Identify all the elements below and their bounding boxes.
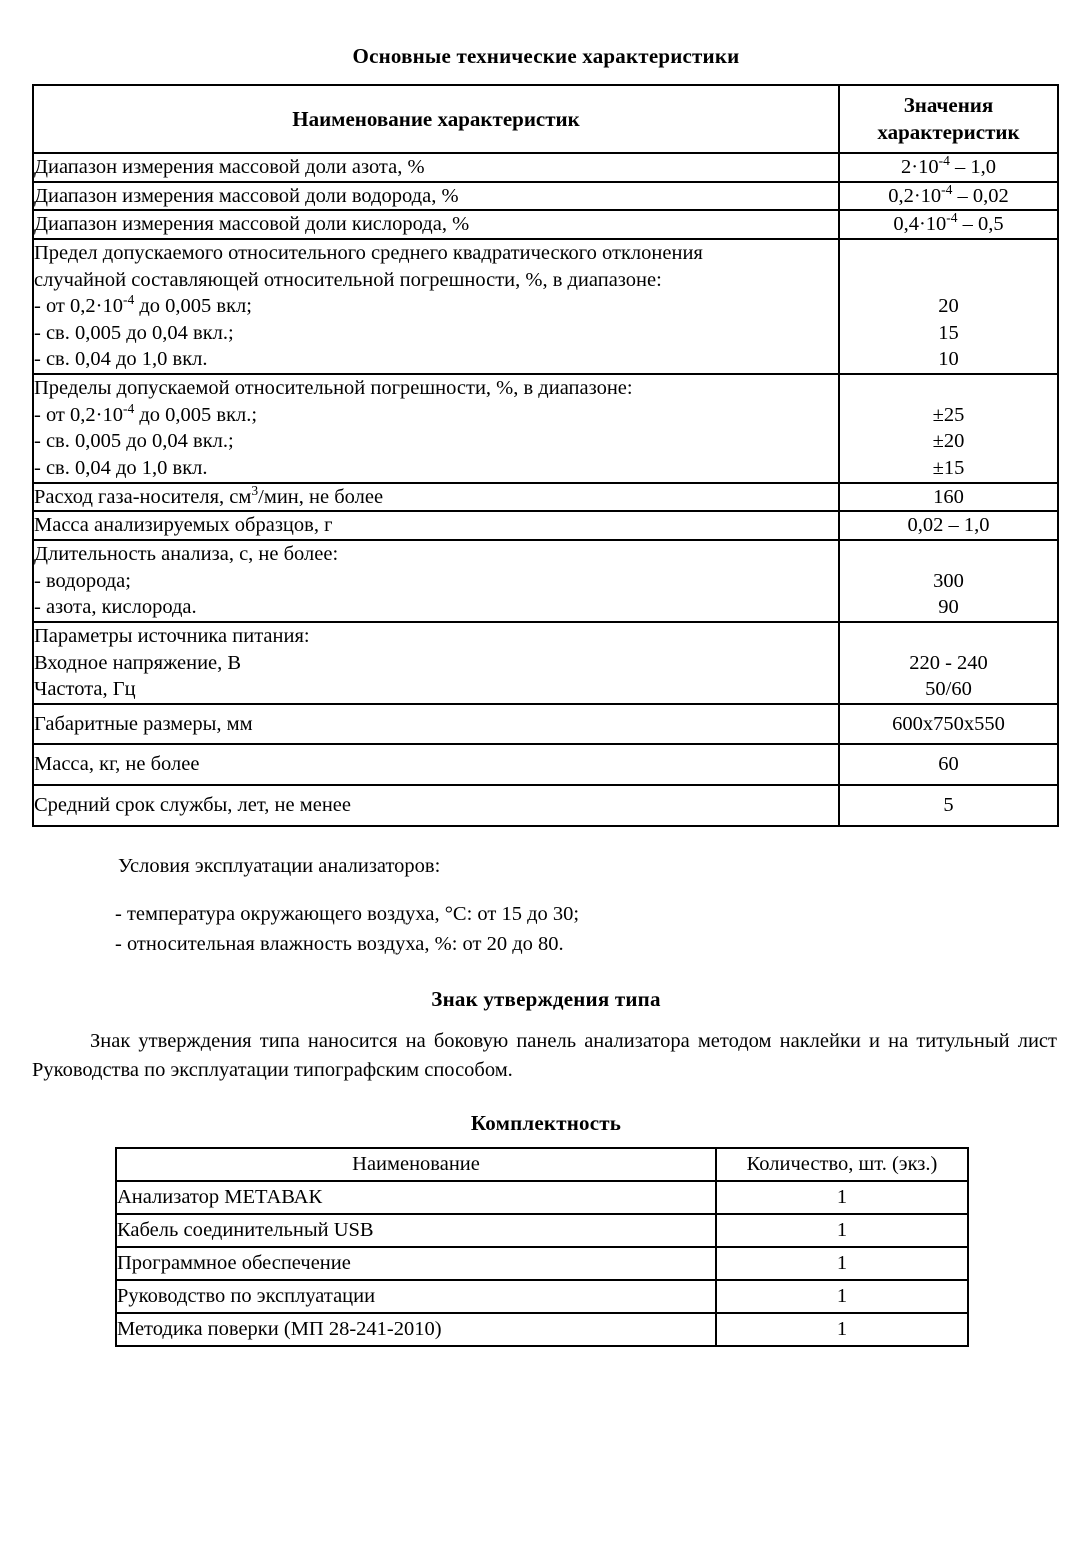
table-row <box>116 1181 968 1214</box>
kit-row-qty: 1 <box>716 1247 968 1280</box>
spec-row-value: $0,2\cdot 10^{-4} - 0,02$ <box>839 182 1058 211</box>
spec-row-value-line: ±15 <box>932 457 965 480</box>
spec-row-value: 600x750x550 <box>839 704 1058 745</box>
kit-row-name: Анализатор МЕТАВАК <box>116 1181 716 1214</box>
list-item: - относительная влажность воздуха, %: от 20 до 80. <box>115 933 564 956</box>
spec-table-body <box>33 85 1058 826</box>
spec-row-value-line: 50/60 <box>925 678 972 701</box>
conditions-list <box>115 900 1092 959</box>
table-row <box>33 540 1058 622</box>
spec-row-name <box>33 540 839 622</box>
table-row <box>33 785 1058 826</box>
table-row <box>116 1313 968 1346</box>
spec-row-name-line: - св. 0,04 до 1,0 вкл. <box>34 457 208 480</box>
kit-section-title: Комплектность <box>470 1111 622 1135</box>
spec-row-name: Диапазон измерения массовой доли водорода, % <box>33 182 839 211</box>
kit-row-name: Кабель соединительный USB <box>116 1214 716 1247</box>
list-item: - температура окружающего воздуха, °C: от 15 до 30; <box>115 902 580 925</box>
spec-row-name: Масса анализируемых образцов, г <box>33 511 839 540</box>
spec-row-value: $2\cdot 10^{-4} - 1,0$ <box>839 153 1058 182</box>
spec-row-name-line: - водорода; <box>34 569 131 592</box>
spec-row-name: Расход газа-носителя, $см^3$/мин, не более <box>33 483 839 512</box>
spec-row-value <box>839 374 1058 483</box>
table-row <box>33 511 1058 540</box>
kit-table-container <box>115 1147 967 1347</box>
spec-row-name <box>33 622 839 704</box>
kit-table <box>115 1147 969 1347</box>
kit-table-body <box>116 1148 968 1346</box>
table-row <box>116 1247 968 1280</box>
spec-row-value: 5 <box>839 785 1058 826</box>
kit-row-qty: 1 <box>716 1214 968 1247</box>
spec-row-value: 160 <box>839 483 1058 512</box>
kit-row-qty: 1 <box>716 1313 968 1346</box>
operating-conditions <box>0 852 1092 961</box>
kit-row-name: Методика поверки (МП 28-241-2010) <box>116 1313 716 1346</box>
spec-section-title: Основные технические характеристики <box>352 44 740 68</box>
kit-header-qty: Количество, шт. (экз.) <box>716 1148 968 1181</box>
spec-row-name: Диапазон измерения массовой доли азота, % <box>33 153 839 182</box>
spec-row-name: Диапазон измерения массовой доли кислорода, % <box>33 210 839 239</box>
spec-table-header-row <box>33 85 1058 153</box>
spec-row-name <box>33 374 839 483</box>
spec-row-name-line: Предел допускаемого относительного среднего квадратического отклонения <box>34 241 703 264</box>
spec-row-value-line: 300 <box>933 569 964 592</box>
kit-row-name: Руководство по эксплуатации <box>116 1280 716 1313</box>
spec-row-value-line: ±25 <box>932 403 965 426</box>
spec-row-value: 60 <box>839 744 1058 785</box>
spec-row-value-line: 90 <box>938 596 959 619</box>
spec-row-name <box>33 239 839 374</box>
kit-row-name: Программное обеспечение <box>116 1247 716 1280</box>
spec-row-name-line: - св. 0,04 до 1,0 вкл. <box>34 348 208 371</box>
spec-row-value-line: 220 - 240 <box>909 651 988 674</box>
type-mark-paragraph: Знак утверждения типа наносится на боковую панель анализатора методом наклейки и на титульный лист Руководства по эксплуатации типографским способом. <box>32 1030 1057 1082</box>
spec-row-name: Габаритные размеры, мм <box>33 704 839 745</box>
table-row <box>116 1214 968 1247</box>
spec-row-name-line: Частота, Гц <box>34 678 136 701</box>
spec-row-name-line: Пределы допускаемой относительной погрешности, %, в диапазоне: <box>34 377 633 400</box>
spec-row-name-line: Входное напряжение, В <box>34 651 242 674</box>
table-row <box>33 153 1058 182</box>
table-row <box>116 1280 968 1313</box>
spec-row-value: $0,4\cdot 10^{-4} - 0,5$ <box>839 210 1058 239</box>
kit-table-header-row <box>116 1148 968 1181</box>
table-row <box>33 483 1058 512</box>
spec-header-name: Наименование характеристик <box>33 85 839 153</box>
spec-row-name-line: Длительность анализа, с, не более: <box>34 542 339 565</box>
table-row <box>33 374 1058 483</box>
spec-row-value: 0,02 – 1,0 <box>839 511 1058 540</box>
table-row <box>33 704 1058 745</box>
spec-row-name: Масса, кг, не более <box>33 744 839 785</box>
spec-table <box>32 84 1059 827</box>
spec-row-name-line: - от $0,2\cdot 10^{-4}$ до 0,005 вкл; <box>34 292 252 318</box>
table-row <box>33 744 1058 785</box>
spec-row-value-line: ±20 <box>932 430 965 453</box>
table-row <box>33 210 1058 239</box>
spec-row-name-line: Параметры источника питания: <box>34 624 310 647</box>
spec-row-name: Средний срок службы, лет, не менее <box>33 785 839 826</box>
kit-row-qty: 1 <box>716 1181 968 1214</box>
spec-row-name-line: - св. 0,005 до 0,04 вкл.; <box>34 321 234 344</box>
conditions-lead: Условия эксплуатации анализаторов: <box>118 855 441 877</box>
spec-row-name-line: - азота, кислорода. <box>34 596 197 619</box>
spec-row-value-line: 15 <box>938 321 959 344</box>
kit-row-qty: 1 <box>716 1280 968 1313</box>
spec-row-value-line: 10 <box>938 348 959 371</box>
table-row <box>33 182 1058 211</box>
spec-header-value-line2: характеристик <box>877 120 1020 144</box>
spec-row-value <box>839 239 1058 374</box>
spec-header-value <box>839 85 1058 153</box>
kit-header-name: Наименование <box>116 1148 716 1181</box>
spec-table-container <box>32 84 1057 827</box>
spec-row-value-line: 20 <box>938 295 959 318</box>
spec-row-name-line: - от $0,2\cdot 10^{-4}$ до 0,005 вкл.; <box>34 400 258 426</box>
table-row <box>33 622 1058 704</box>
spec-row-value <box>839 540 1058 622</box>
spec-header-value-line1: Значения <box>903 93 994 118</box>
spec-row-name-line: случайной составляющей относительной погрешности, %, в диапазоне: <box>34 268 662 291</box>
spec-row-value <box>839 622 1058 704</box>
spec-row-name-line: - св. 0,005 до 0,04 вкл.; <box>34 430 234 453</box>
type-mark-title: Знак утверждения типа <box>431 987 661 1011</box>
table-row <box>33 239 1058 374</box>
